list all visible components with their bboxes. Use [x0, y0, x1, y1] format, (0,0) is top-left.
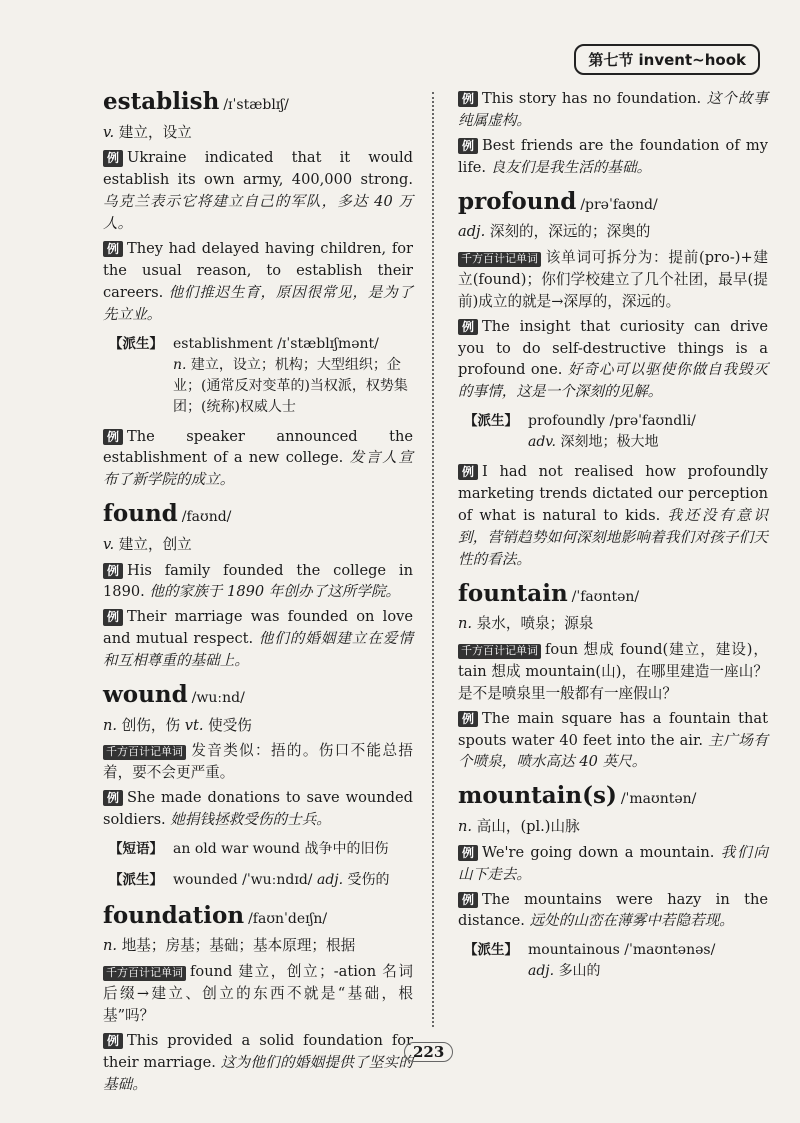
definition: n. 高山，(pl.)山脉 [458, 817, 580, 835]
example-tag: 例 [458, 91, 478, 107]
definition: adj. 深刻的，深远的；深奥的 [458, 223, 651, 241]
example-tag: 例 [458, 138, 478, 154]
phonetic: /faʊnˈdeɪʃn/ [248, 910, 328, 927]
example: 例 I had not realised how profoundly marketing trends dictated our perception of what is natural to kids. 我还没有意识到，营销趋势如何深刻地影响着我们对孩子们天性的看法。 [458, 463, 768, 568]
entry-profound [458, 185, 768, 571]
example: 例 They had delayed having children, for the usual reason, to establish their careers. 他们推迟生育，原因很常见，是为了先立业。 [103, 239, 413, 323]
example: 例 The mountains were hazy in the distance. 远处的山峦在薄雾中若隐若现。 [458, 890, 768, 930]
entry-wound [103, 678, 413, 893]
example: 例 The main square has a fountain that spouts water 40 feet into the air. 主广场有个喷泉，喷水高达 40 英尺。 [458, 709, 768, 771]
definition: v. 建立，创立 [103, 535, 192, 553]
headword: foundation [103, 901, 245, 929]
memory-note: 千方百计记单词 found 建立，创立；-ation 名词后缀→建立、创立的东西不就是“基础，根基”吗？ [103, 963, 413, 1025]
left-column [103, 85, 413, 1102]
example-tag: 例 [103, 241, 123, 257]
headword: mountain(s) [458, 782, 617, 810]
headword: fountain [458, 579, 568, 607]
phonetic: /wuːnd/ [191, 690, 245, 707]
entry-fountain [458, 577, 768, 774]
derivative-label: 【派生】 [464, 413, 518, 430]
example: 例 Their marriage was founded on love and mutual respect. 他们的婚姻建立在爱情和互相尊重的基础上。 [103, 608, 413, 670]
memory-tag: 千方百计记单词 [103, 745, 186, 760]
headword: profound [458, 187, 577, 215]
example: 例 This provided a solid foundation for their marriage. 这为他们的婚姻提供了坚实的基础。 [103, 1032, 413, 1093]
memory-note: 千方百计记单词 发音类似：捂的。伤口不能总捂着，要不会更严重。 [103, 742, 413, 782]
example: 例 Ukraine indicated that it would establish its own army, 400,000 strong. 乌克兰表示它将建立自己的军队，多达 40 万人。 [103, 149, 413, 233]
definition: v. 建立，设立 [103, 123, 192, 141]
memory-tag: 千方百计记单词 [458, 644, 541, 659]
phonetic: /ˈmaʊntən/ [620, 791, 697, 808]
derivative-label: 【派生】 [464, 942, 518, 959]
memory-tag: 千方百计记单词 [458, 252, 541, 267]
derivative-block: 【派生】 wounded /ˈwuːndɪd/ adj. 受伤的 [103, 868, 413, 893]
example: 例 The speaker announced the establishment of a new college. 发言人宣布了新学院的成立。 [103, 427, 413, 489]
entry-establish [103, 85, 413, 491]
phonetic: /prəˈfaʊnd/ [580, 196, 658, 213]
memory-note: 千方百计记单词 该单词可拆分为：提前(pro-)+建立(found)；你们学校建立了几个社团，最早(提前)成立的就是→深厚的，深远的。 [458, 248, 768, 310]
definition: n. 泉水，喷泉；源泉 [458, 615, 594, 633]
definition: n. 地基；房基；基础；基本原理；根据 [103, 937, 356, 955]
entry-mountain [458, 779, 768, 984]
derivative-block: 【派生】 mountainous /ˈmaʊntənəs/ adj. 多山的 [458, 938, 768, 984]
phonetic: /faʊnd/ [181, 509, 232, 526]
derivative-label: 【派生】 [109, 335, 163, 352]
example-tag: 例 [458, 845, 478, 861]
phrase-label: 【短语】 [109, 840, 163, 857]
page-number: 223 [404, 1042, 453, 1062]
headword: wound [103, 681, 188, 709]
derivative-block: 【派生】 profoundly /prəˈfaʊndli/ adv. 深刻地；极大地 [458, 409, 768, 455]
example: 例 The insight that curiosity can drive you to do self-destructive things is a profound one. 好奇心可以驱使你做自我毁灭的事情，这是一个深刻的见解。 [458, 317, 768, 401]
entry-foundation [103, 899, 413, 1096]
phrase-block: 【短语】 an old war wound 战争中的旧伤 [103, 837, 413, 862]
derivative-block: 【派生】 establishment /ɪˈstæblɪʃmənt/ n. 建立，设立；机构；大型组织；企业；(通常反对变革的)当权派，权势集团；(统称)权威人士 [103, 332, 413, 420]
example-tag: 例 [458, 319, 478, 335]
derivative-label: 【派生】 [109, 871, 163, 888]
example-tag: 例 [103, 609, 123, 625]
section-tab: 第七节 invent~hook [574, 44, 760, 75]
headword: found [103, 500, 178, 528]
example-tag: 例 [103, 429, 123, 445]
headword: establish [103, 88, 220, 115]
example-tag: 例 [103, 563, 123, 579]
example: 例 She made donations to save wounded soldiers. 她捐钱拯救受伤的士兵。 [103, 789, 413, 829]
example-tag: 例 [103, 150, 123, 166]
example: 例 His family founded the college in 1890. 他的家族于 1890 年创办了这所学院。 [103, 561, 413, 601]
entry-foundation-continued [458, 88, 768, 179]
example-tag: 例 [103, 790, 123, 806]
phonetic: /ˈfaʊntən/ [571, 588, 640, 605]
phonetic: /ɪˈstæblɪʃ/ [223, 97, 289, 113]
memory-note: 千方百计记单词 foun 想成 found(建立，建设)，tain 想成 mountain(山)，在哪里建造一座山？是不是喷泉里一般都有一座假山？ [458, 641, 768, 702]
example: 例 Best friends are the foundation of my life. 良友们是我生活的基础。 [458, 136, 768, 176]
column-divider [432, 92, 434, 1027]
example-tag: 例 [103, 1033, 123, 1049]
example-tag: 例 [458, 892, 478, 908]
entry-found [103, 497, 413, 672]
right-column [458, 85, 768, 990]
example-tag: 例 [458, 464, 478, 480]
definition: n. 创伤，伤 vt. 使受伤 [103, 716, 252, 734]
example: 例 This story has no foundation. 这个故事纯属虚构。 [458, 90, 768, 129]
example: 例 We're going down a mountain. 我们向山下走去。 [458, 843, 768, 883]
memory-tag: 千方百计记单词 [103, 966, 186, 981]
example-tag: 例 [458, 711, 478, 727]
